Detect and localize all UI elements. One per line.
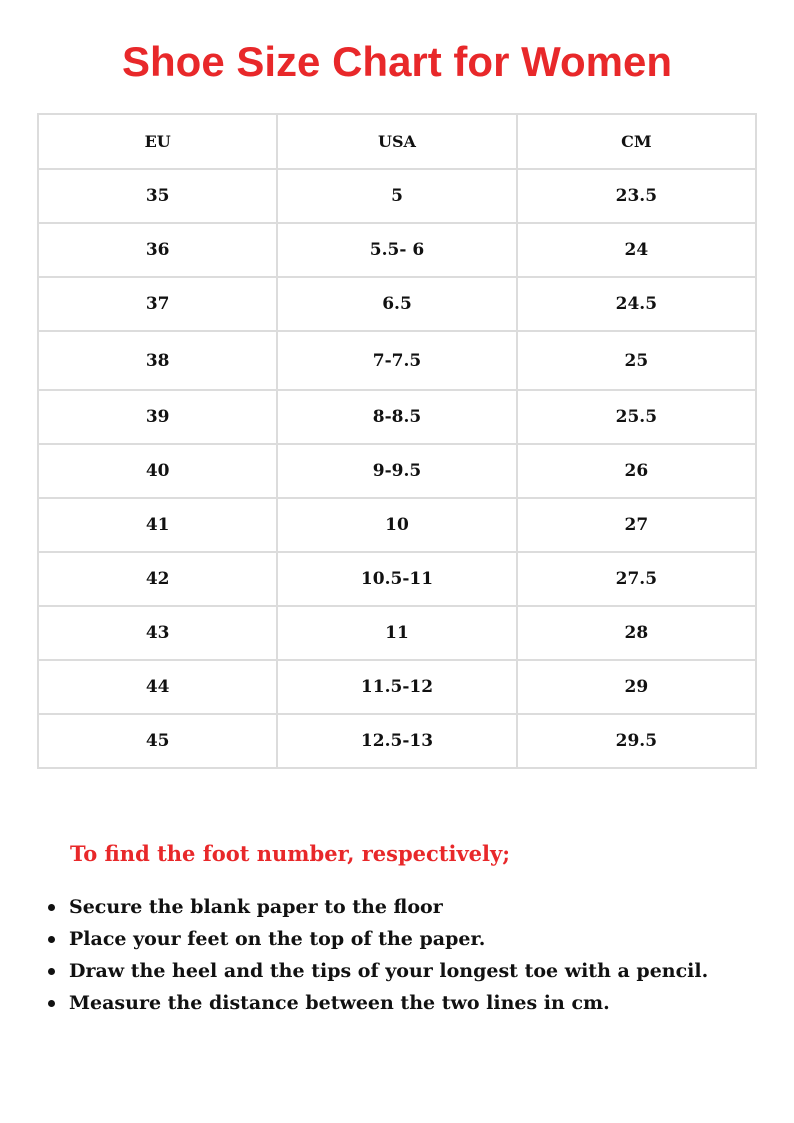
cell-usa: 9-9.5 (277, 444, 516, 498)
cell-eu: 35 (38, 169, 277, 223)
cell-usa: 5 (277, 169, 516, 223)
instructions-list (48, 892, 708, 1020)
cell-eu: 43 (38, 606, 277, 660)
list-item (48, 892, 708, 924)
list-item (48, 956, 708, 988)
cell-cm: 29 (517, 660, 756, 714)
table-row (38, 552, 756, 606)
bullet-icon (48, 904, 55, 911)
cell-usa: 11 (277, 606, 516, 660)
cell-cm: 24.5 (517, 277, 756, 331)
cell-eu: 39 (38, 390, 277, 444)
list-item (48, 924, 708, 956)
table-header-row (38, 114, 756, 169)
header-eu: EU (38, 114, 277, 169)
cell-eu: 38 (38, 331, 277, 390)
header-cm: CM (517, 114, 756, 169)
cell-usa: 5.5- 6 (277, 223, 516, 277)
cell-cm: 25 (517, 331, 756, 390)
cell-eu: 37 (38, 277, 277, 331)
cell-usa: 8-8.5 (277, 390, 516, 444)
cell-cm: 28 (517, 606, 756, 660)
cell-eu: 44 (38, 660, 277, 714)
table-row (38, 660, 756, 714)
table-row (38, 277, 756, 331)
table-row (38, 223, 756, 277)
table-row (38, 498, 756, 552)
table-row (38, 606, 756, 660)
cell-cm: 24 (517, 223, 756, 277)
table-row (38, 390, 756, 444)
cell-cm: 23.5 (517, 169, 756, 223)
step-text: Measure the distance between the two lines in cm. (69, 992, 610, 1014)
size-chart-table (37, 113, 757, 769)
step-text: Place your feet on the top of the paper. (69, 928, 486, 950)
bullet-icon (48, 936, 55, 943)
cell-usa: 10.5-11 (277, 552, 516, 606)
cell-usa: 11.5-12 (277, 660, 516, 714)
cell-usa: 12.5-13 (277, 714, 516, 768)
step-text: Draw the heel and the tips of your longest toe with a pencil. (69, 960, 709, 982)
cell-eu: 45 (38, 714, 277, 768)
cell-usa: 6.5 (277, 277, 516, 331)
cell-eu: 42 (38, 552, 277, 606)
cell-eu: 40 (38, 444, 277, 498)
cell-cm: 26 (517, 444, 756, 498)
table-row (38, 331, 756, 390)
cell-eu: 41 (38, 498, 277, 552)
cell-cm: 27.5 (517, 552, 756, 606)
bullet-icon (48, 968, 55, 975)
cell-cm: 29.5 (517, 714, 756, 768)
cell-usa: 7-7.5 (277, 331, 516, 390)
cell-cm: 25.5 (517, 390, 756, 444)
list-item (48, 988, 708, 1020)
cell-eu: 36 (38, 223, 277, 277)
table-row (38, 169, 756, 223)
instructions-heading: To find the foot number, respectively; (70, 841, 510, 866)
page-title: Shoe Size Chart for Women (122, 38, 672, 85)
table-row (38, 714, 756, 768)
header-usa: USA (277, 114, 516, 169)
cell-cm: 27 (517, 498, 756, 552)
cell-usa: 10 (277, 498, 516, 552)
table-row (38, 444, 756, 498)
bullet-icon (48, 1000, 55, 1007)
step-text: Secure the blank paper to the floor (69, 896, 443, 918)
